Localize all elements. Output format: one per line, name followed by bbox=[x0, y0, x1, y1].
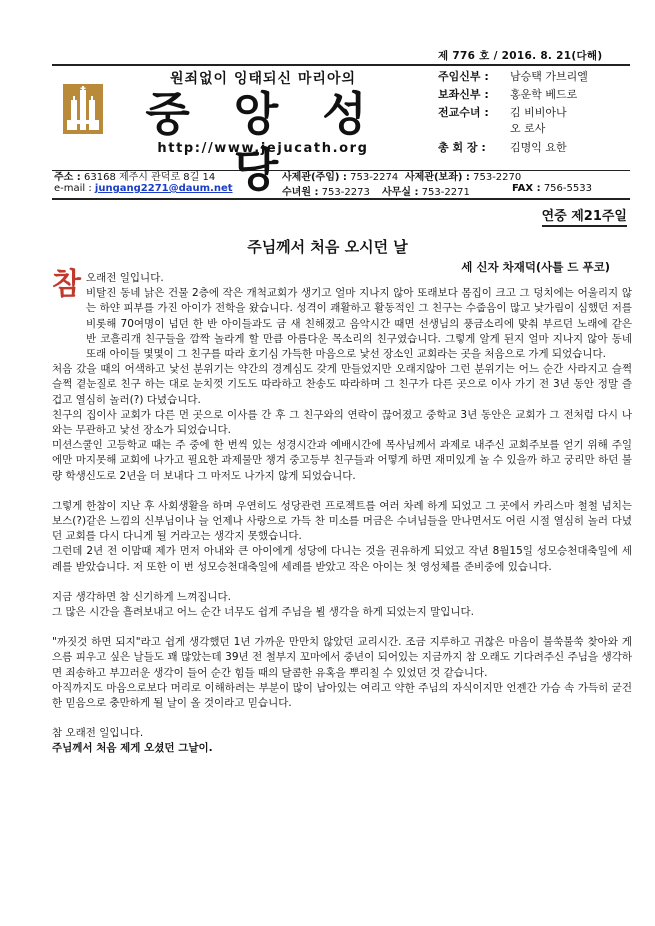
staff-name: 김명익 요한 bbox=[510, 141, 567, 154]
convent-label: 수녀원 : bbox=[282, 187, 319, 198]
rectory2-phone bbox=[405, 168, 521, 183]
masthead-subtitle: 원죄없이 잉태되신 마리아의 bbox=[169, 71, 357, 87]
issue-number: 제 776 호 / 2016. 8. 21(다해) bbox=[438, 50, 603, 62]
paragraph: 그렇게 한참이 지난 후 사회생활을 하며 우연히도 성당관련 프로젝트를 여러 차례 하게 되었고 그 곳에서 카리스마 철철 넘치는 보스(?)같은 느낌의 신부님이나 늘 언제나 사랑으로 가득 찬 미소를 머금은 수녀님들을 만나면서도 어린 시절 열심히 놀러 다녔던 교회를 다시 다니게 될 거라고는 생각지 못했습니다. bbox=[52, 499, 632, 543]
paragraph: "까짓것 하면 되지"라고 쉽게 생각했던 1년 가까운 만만치 않았던 교리시간. 조금 지루하고 귀찮은 마음이 불쑥불쑥 찾아와 게으름 피우고 싶은 날들도 꽤 많았는데 39년 전 철부지 꼬마에서 중년이 되어있는 지금까지 참 오래도 기다려주신 주님을 생각하면 죄송하고 부끄러운 생각이 들어 순간 힘들 때의 달콤한 유혹을 뿌리칠 수 있었던 것 같습니다. bbox=[52, 636, 632, 679]
address-value: 63168 제주시 관덕로 8길 14 bbox=[84, 172, 216, 183]
fax-value: 756-5533 bbox=[543, 183, 592, 194]
convent-value: 753-2273 bbox=[321, 187, 370, 198]
paragraph: 그 많은 시간을 흘려보내고 어느 순간 너무도 쉽게 주님을 뵐 생각을 하게 되었는지 말입니다. bbox=[52, 606, 475, 619]
article-title: 주님께서 처음 오시던 날 bbox=[247, 238, 408, 256]
paragraph bbox=[52, 286, 632, 362]
staff-name: 김 비비아나 bbox=[510, 106, 567, 119]
office-phone bbox=[382, 183, 470, 198]
paragraph-intro: 오래전 일입니다. bbox=[86, 272, 164, 284]
staff-label: 보좌신부 : bbox=[438, 88, 489, 101]
rectory2-value: 753-2270 bbox=[473, 172, 522, 183]
website-url[interactable]: http://www.jejucath.org bbox=[157, 141, 369, 156]
rectory2-label: 사제관(보좌) : bbox=[405, 172, 470, 183]
cathedral-logo-icon bbox=[63, 84, 103, 134]
fax bbox=[512, 183, 592, 194]
rectory-phone bbox=[282, 168, 398, 183]
staff-row-pastor bbox=[438, 69, 630, 85]
paragraph: 처음 갔을 때의 어색하고 낯선 분위기는 약간의 경계심도 갖게 만들었지만 오래지않아 그런 분위기는 어느 순간 사라지고 슬쩍슬쩍 곁눈질로 친구 하는 대로 눈치껏 기도도 따라하고 찬송도 따라하며 그 친구가 다른 곳으로 이사 가기 전 3년 동안 정말 즐겁고 열심히 놀러(?) 다녔습니다. bbox=[52, 363, 632, 406]
email bbox=[54, 183, 233, 194]
rectory-value: 753-2274 bbox=[350, 172, 399, 183]
staff-name: 남승택 가브리엘 bbox=[510, 70, 588, 83]
office-value: 753-2271 bbox=[421, 187, 470, 198]
article-author: 세 신자 차재덕(사틀 드 푸코) bbox=[461, 260, 610, 274]
paragraph: 친구의 집이사 교회가 다른 먼 곳으로 이사를 간 후 그 친구와의 연락이 끊어졌고 중학교 3년 동안은 교회가 그 전처럼 다시 나와는 무관하고 낯선 장소가 되었습니다. bbox=[52, 408, 632, 437]
contact-info bbox=[52, 168, 630, 200]
staff-row-sister-2 bbox=[438, 121, 630, 137]
staff-label: 주임신부 : bbox=[438, 70, 489, 83]
staff-name: 홍운학 베드로 bbox=[510, 88, 578, 101]
masthead-title: 중 앙 성 당 bbox=[145, 87, 381, 197]
paragraph: 아직까지도 마음으로보다 머리로 이해하려는 부분이 많이 남아있는 여리고 약한 주님의 자식이지만 언젠간 가슴 속 가득히 굳건한 믿음으로 충만하게 될 날이 올 것이라고 믿습니다. bbox=[52, 681, 632, 710]
fax-label: FAX : bbox=[512, 183, 541, 194]
paragraph-text: 비탈진 동네 낡은 건물 2층에 작은 개척교회가 생기고 얼마 지나지 않아 또래보다 몸집이 크고 그 덩치에는 어울리지 않는 하얀 피부를 가진 아이가 전학을 왔습니다. 성격이 괘활하고 활동적인 그 친구는 수줍음이 많고 낯가림이 심했던 저를 비롯해 70여명이 넘던 한 반 아이들과도 금 새 친해졌고 음악시간 때면 선생님의 풍금소리에 맞춰 부르던 노래에 같은 반 코흘리개 친구들을 깜짝 놀라게 할 만큼 아름다운 목소리의 친구였습니다. 그렇게 알게 된지 얼마 지나지 않아 동네 또래 아이들 몇몇이 그 친구를 따라 호기심 가득한 마음으로 낯선 장소인 교회라는 곳을 처음으로 가게 되었습니다. bbox=[86, 287, 632, 361]
drop-cap: 참 bbox=[52, 267, 81, 302]
paragraph: 참 오래전 일입니다. bbox=[52, 727, 144, 740]
email-link[interactable]: jungang2271@daum.net bbox=[94, 183, 233, 194]
liturgical-week: 연중 제21주일 bbox=[542, 205, 627, 227]
staff-name: 오 로사 bbox=[510, 122, 546, 135]
staff-row-sister bbox=[438, 105, 630, 121]
staff-row-assistant bbox=[438, 87, 630, 103]
paragraph: 그런데 2년 전 이맘때 제가 먼저 아내와 큰 아이에게 성당에 다니는 것을 권유하게 되었고 작년 8월15일 성모승천대축일에 세례를 받았습니다. 저 또한 이 번 성모승천대축일에 세례를 받았고 작은 아이는 첫 영성체를 준비중에 있습니다. bbox=[52, 545, 632, 573]
staff-label: 총 회 장 : bbox=[438, 141, 486, 154]
paragraph: 미션스쿨인 고등학교 때는 주 중에 한 번씩 있는 성경시간과 예배시간에 목사님께서 과제로 내주신 교회주보를 얻기 위해 주일에만 마지못해 교회에 나가고 필요한 과제물만 챙겨 중고등부 친구들과 어떻게 하면 재미있게 놀 수 있을까 하고 궁리만 하던 불량 학생신도로 2년을 더 보내다 그 마저도 나가지 않게 되었습니다. bbox=[52, 439, 632, 482]
closing-line: 주님께서 처음 제게 오셨던 그날이. bbox=[52, 742, 213, 755]
office-label: 사무실 : bbox=[382, 187, 419, 198]
address-label: 주소 : bbox=[54, 172, 81, 183]
address bbox=[54, 168, 215, 183]
staff-label: 전교수녀 : bbox=[438, 106, 489, 119]
email-label: e-mail : bbox=[54, 183, 92, 194]
convent-phone bbox=[282, 183, 370, 198]
paragraph: 지금 생각하면 참 신기하게 느껴집니다. bbox=[52, 590, 231, 603]
rectory-label: 사제관(주임) : bbox=[282, 172, 347, 183]
staff-row-president bbox=[438, 140, 630, 156]
